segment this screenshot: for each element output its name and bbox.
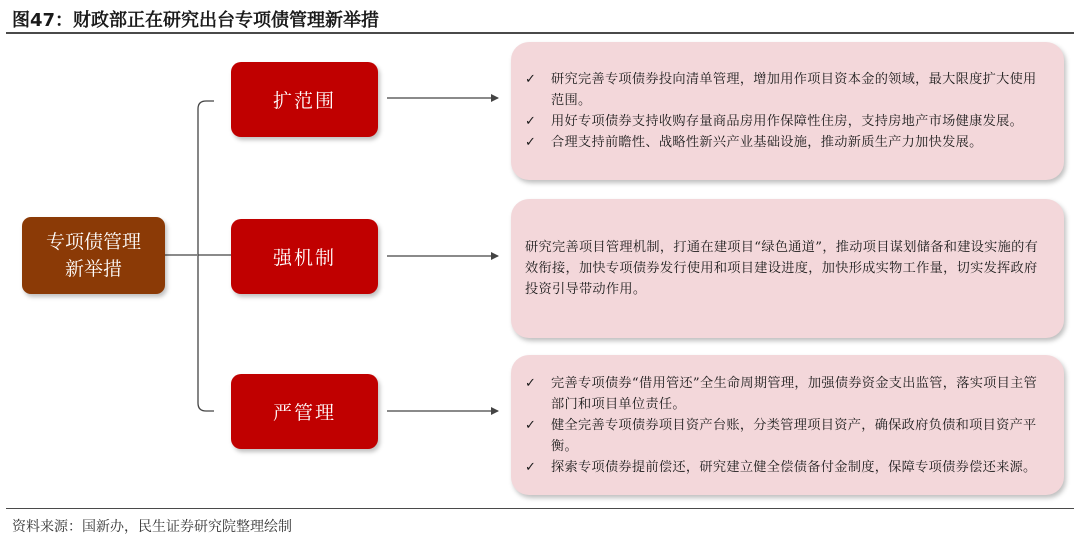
detail-bullet — [525, 69, 1050, 111]
detail-box-strict-management — [511, 355, 1064, 495]
check-icon: ✓ — [525, 72, 537, 87]
branch-label: 强机制 — [272, 247, 336, 269]
branch-bracket — [198, 101, 214, 411]
branch-node-expand-scope — [231, 62, 378, 137]
detail-bullet — [525, 457, 1050, 478]
branch-label: 扩范围 — [272, 90, 336, 112]
detail-paragraph: 研究完善项目管理机制，打通在建项目“绿色通道”，推动项目谋划储备和建设实施的有效衔接，加快专项债券发行使用和项目建设进度，加快形成实物工作量，切实发挥政府投资引导带动作用。 — [525, 240, 1039, 297]
detail-bullet — [525, 132, 1050, 153]
bullet-text: 健全完善专项债券项目资产台账，分类管理项目资产，确保政府负债和项目资产平衡。 — [551, 417, 1037, 454]
bullet-text: 合理支持前瞻性、战略性新兴产业基础设施，推动新质生产力加快发展。 — [551, 135, 983, 150]
source-note: 资料来源：国新办，民生证券研究院整理绘制 — [12, 519, 292, 535]
bottom-rule — [6, 508, 1074, 509]
bullet-text: 完善专项债券“借用管还”全生命周期管理，加强债券资金支出监管，落实项目主管部门和项目单位责任。 — [551, 375, 1038, 412]
figure-title: 图47：财政部正在研究出台专项债管理新举措 — [12, 10, 380, 31]
bullet-text: 用好专项债券支持收购存量商品房用作保障性住房，支持房地产市场健康发展。 — [551, 114, 1024, 129]
root-node — [22, 217, 165, 294]
check-icon: ✓ — [525, 114, 537, 129]
detail-box-expand-scope — [511, 42, 1064, 180]
detail-bullet — [525, 373, 1050, 415]
detail-bullet — [525, 111, 1050, 132]
check-icon: ✓ — [525, 135, 537, 150]
bullet-text: 研究完善专项债券投向清单管理，增加用作项目资本金的领域，最大限度扩大使用范围。 — [551, 72, 1037, 108]
check-icon: ✓ — [525, 375, 537, 391]
branch-node-strengthen-mechanism — [231, 219, 378, 294]
check-icon: ✓ — [525, 417, 537, 433]
bullet-text: 探索专项债券提前偿还，研究建立健全偿债备付金制度，保障专项债券偿还来源。 — [551, 459, 1037, 475]
check-icon: ✓ — [525, 459, 537, 475]
branch-label: 严管理 — [272, 402, 336, 424]
detail-box-strengthen-mechanism — [511, 199, 1064, 338]
root-label: 专项债管理新举措 — [45, 230, 141, 280]
detail-bullet — [525, 415, 1050, 457]
branch-node-strict-management — [231, 374, 378, 449]
